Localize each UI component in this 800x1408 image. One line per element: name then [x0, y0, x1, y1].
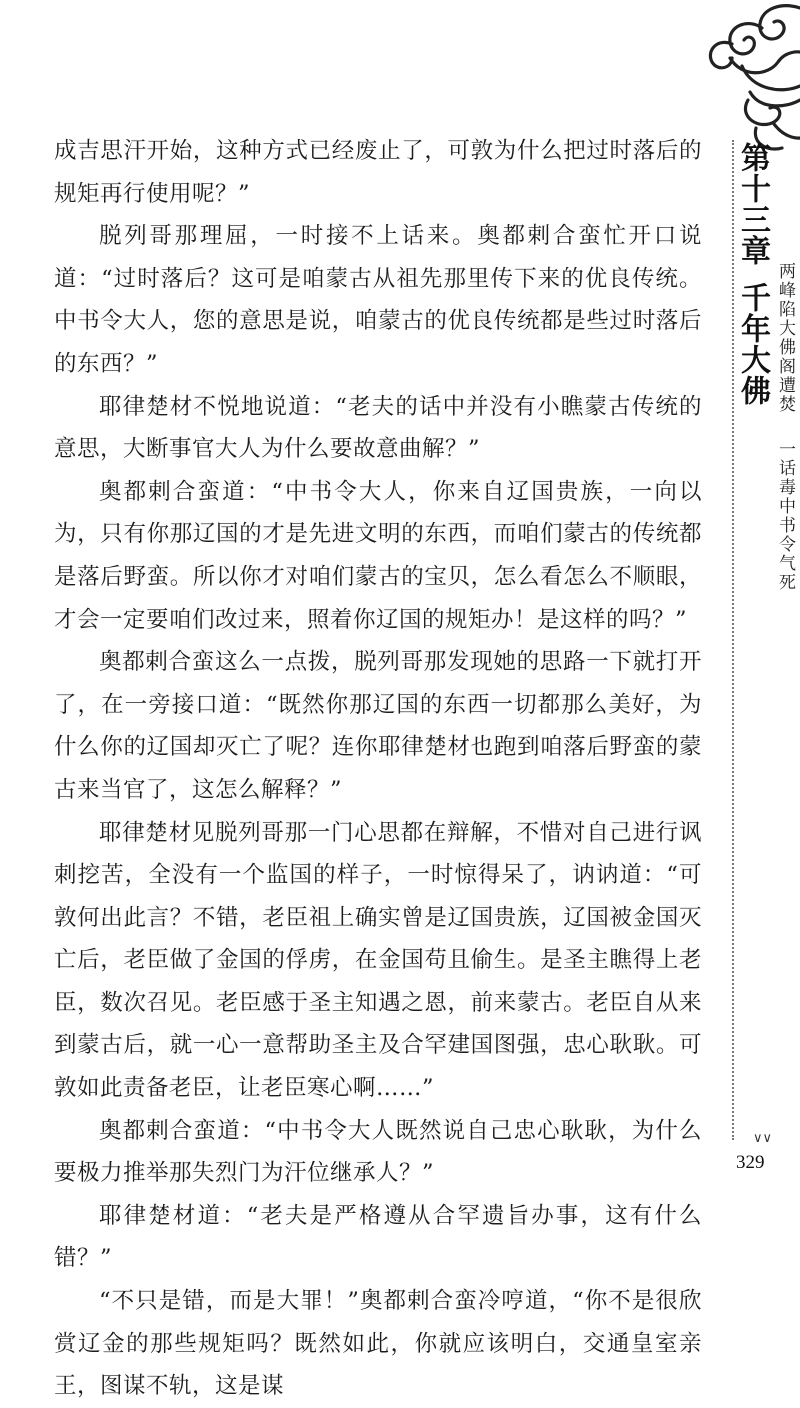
paragraph: 成吉思汗开始，这种方式已经废止了，可敦为什么把过时落后的规矩再行使用呢？” — [54, 138, 702, 207]
paragraph: 奥都剌合蛮道：“中书令大人，你来自辽国贵族，一向以为，只有你那辽国的才是先进文明的东西，而咱们蒙古的传统都是落后野蛮。所以你才对咱们蒙古的宝贝，怎么看怎么不顺眼，才会一定要咱们改过来，照着你辽国的规矩办！是这样的吗？” — [54, 478, 702, 633]
paragraph: 奥都剌合蛮道：“中书令大人既然说自己忠心耿耿，为什么要极力推举那失烈门为汗位继承人？” — [54, 1117, 702, 1187]
chapter-subtitle-1: 两峰陷大佛阁遭焚 — [775, 262, 795, 414]
paragraph: 耶律楚材道：“老夫是严格遵从合罕遗旨办事，这有什么错？” — [54, 1202, 702, 1272]
body-text — [54, 130, 702, 1408]
paragraph: 耶律楚材不悦地说道：“老夫的话中并没有小瞧蒙古传统的意思，大断事官大人为什么要故意曲解？” — [54, 393, 702, 463]
chapter-title: 千年大佛 — [735, 282, 770, 406]
paragraph: 奥都剌合蛮这么一点拨，脱列哥那发现她的思路一下就打开了，在一旁接口道：“既然你那辽国的东西一切都那么美好，为什么你的辽国却灭亡了呢？连你耶律楚材也跑到咱落后野蛮的蒙古来当官了，这怎么解释？” — [54, 649, 702, 803]
chapter-number: 第十三章 — [735, 142, 770, 266]
paragraph: “不只是错，而是大罪！”奥都剌合蛮冷哼道，“你不是很欣赏辽金的那些规矩吗？既然如此，你就应该明白，交通皇室亲王，图谋不轨，这是谋 — [54, 1288, 702, 1400]
chapter-heading — [735, 142, 774, 406]
page-number: 329 — [736, 1152, 765, 1173]
chapter-subtitle-2: 一话毒中书令气死 — [775, 440, 795, 592]
paragraph: 耶律楚材见脱列哥那一门心思都在辩解，不惜对自己进行讽刺挖苦，全没有一个监国的样子，一时惊得呆了，讷讷道：“可敦何出此言？不错，老臣祖上确实曾是辽国贵族，辽国被金国灭亡后，老臣做了金国的俘虏，在金国苟且偷生。是圣主瞧得上老臣，数次召见。老臣感于圣主知遇之恩，前来蒙古。老臣自从来到蒙古后，就一心一意帮助圣主及合罕建国图强，忠心耿耿。可敦如此责备老臣，让老臣寒心啊……” — [54, 819, 702, 1102]
chevron-down-icon: ∨∨ — [753, 1131, 773, 1146]
paragraph: 脱列哥那理屈，一时接不上话来。奥都剌合蛮忙开口说道：“过时落后？这可是咱蒙古从祖先那里传下来的优良传统。中书令大人，您的意思是说，咱蒙古的优良传统都是些过时落后的东西？” — [54, 223, 702, 377]
